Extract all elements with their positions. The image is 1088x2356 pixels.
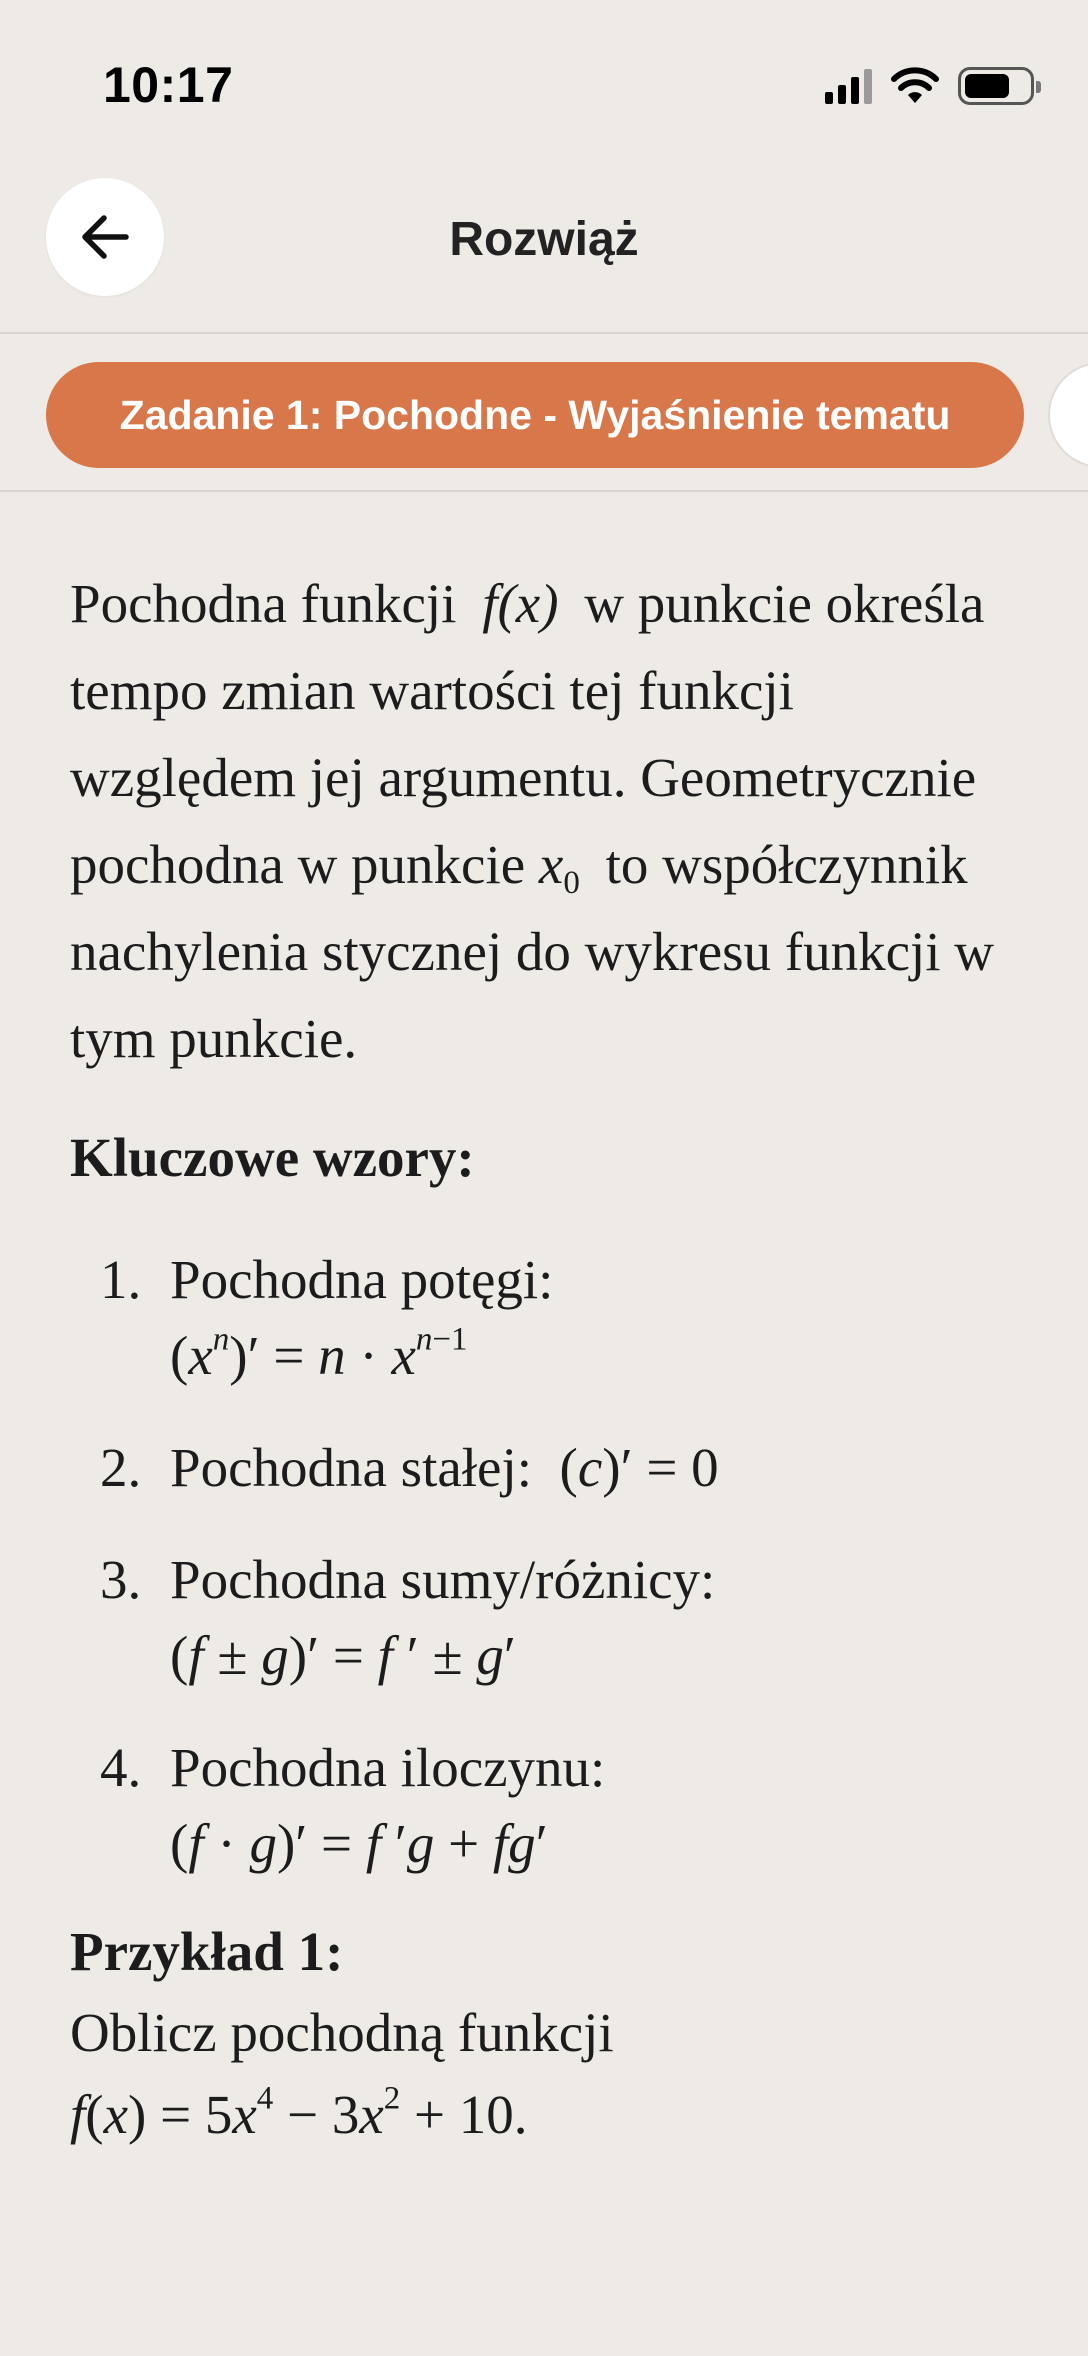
formula-list (70, 1242, 1030, 1882)
formula-label: Pochodna iloczynu: (170, 1737, 606, 1798)
formula-constant-rule: (c)′ = 0 (545, 1437, 719, 1498)
status-time: 10:17 (103, 57, 234, 113)
tab-zadanie-1[interactable]: Zadanie 1: Pochodne - Wyjaśnienie tematu (46, 362, 1024, 468)
intro-paragraph (70, 560, 1030, 1082)
status-icons (825, 64, 1034, 108)
explanation-content (70, 560, 1030, 2156)
intro-text-2: w punkcie określa tempo zmian wartości tej funkcji względem jej argumentu. Geometrycznie pochodna w punkcie (70, 573, 985, 895)
formula-item: 2. Pochodna stałej: (c)′ = 0 (100, 1437, 719, 1498)
formula-sum-rule: (f ± g)′ = f ′ ± g′ (170, 1625, 516, 1686)
intro-text-1: Pochodna funkcji (70, 573, 457, 634)
formula-item: 3. Pochodna sumy/różnicy: (f ± g)′ = f ′ ± g′ (70, 1542, 1030, 1694)
example-heading: Przykład 1: (70, 1921, 344, 1982)
math-f-of-x: f(x) (482, 573, 559, 634)
formula-label: Pochodna potęgi: (170, 1249, 554, 1310)
header (0, 170, 1088, 330)
formula-product-rule: (f · g)′ = f ′g + fg′ (170, 1813, 548, 1874)
formula-item: 1. Pochodna potęgi: $(x^n)' = n \cdot x^{n-1}$ (70, 1242, 1030, 1394)
formula-item: 4. Pochodna iloczynu: (f · g)′ = f ′g + fg′ (70, 1730, 1030, 1882)
example-function: $f(x) = 5x^4 - 3x^2 + 10$. (70, 2080, 528, 2145)
key-formulas-heading: Kluczowe wzory: (70, 1127, 475, 1188)
cellular-signal-icon (825, 68, 872, 104)
intro-text-3: to współczynnik nachylenia stycznej do wykresu funkcji w tym punkcie. (70, 834, 995, 1069)
formula-label: Pochodna sumy/różnicy: (170, 1549, 716, 1610)
tabs-divider (0, 490, 1088, 492)
page-title: Rozwiąż (449, 213, 639, 266)
wifi-icon (890, 67, 940, 105)
example-text: Oblicz pochodną funkcji $f(x) = 5x^4 - 3x^2 + 10$. (70, 2002, 614, 2145)
battery-icon (958, 67, 1034, 105)
formula-label: Pochodna stałej: (170, 1437, 533, 1498)
status-bar (0, 0, 1088, 150)
math-x0: $x_0$ (538, 834, 580, 901)
tabs-bar (0, 334, 1088, 490)
tab-next[interactable] (1048, 362, 1088, 468)
formula-power-rule: $(x^n)' = n \cdot x^{n-1}$ (170, 1321, 468, 1386)
